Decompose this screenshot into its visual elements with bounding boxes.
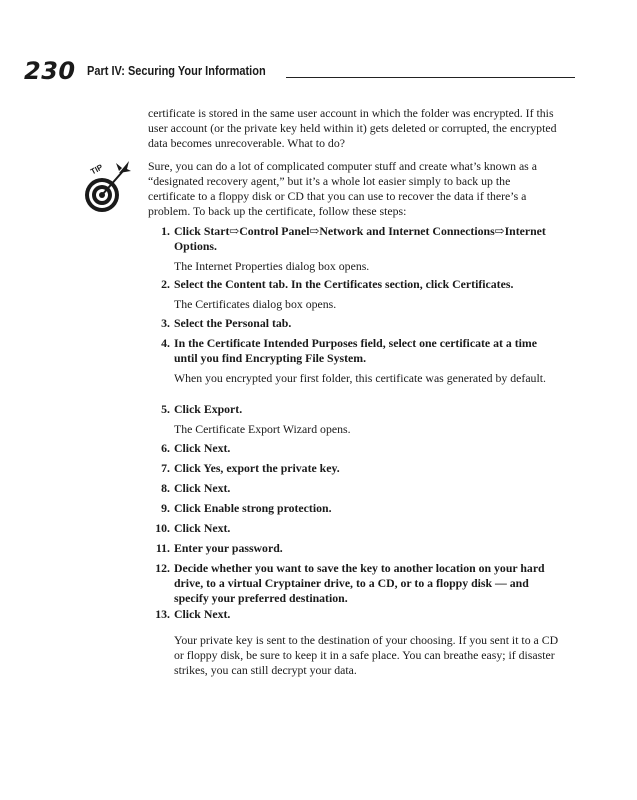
step-item [148,316,560,331]
tip-label: TIP [89,162,105,177]
step-instruction: Click Start⇨Control Panel⇨Network and Internet Connections⇨Internet Options. [174,224,546,253]
step-instruction: Click Next. [174,521,231,535]
step-instruction: Select the Personal tab. [174,316,292,330]
step-number: 7. [161,461,170,475]
step-number: 2. [161,277,170,291]
step-number: 12. [155,561,170,575]
step-result: The Certificate Export Wizard opens. [174,422,351,436]
step-number: 9. [161,501,170,515]
step-number: 11. [155,541,170,555]
step-number: 1. [161,224,170,238]
step-instruction: Enter your password. [174,541,283,555]
step-item [148,521,560,536]
step-instruction: Select the Content tab. In the Certificates section, click Certificates. [174,277,514,291]
step-item [148,481,560,496]
page-number: 230 [24,57,76,85]
step-item [148,501,560,516]
step-number: 13. [155,607,170,621]
step-result: When you encrypted your first folder, this certificate was generated by default. [174,371,546,385]
step-result: The Internet Properties dialog box opens. [174,259,370,273]
step-instruction: Click Next. [174,441,231,455]
step-instruction: Decide whether you want to save the key to another location on your hard drive, to a virtual Cryptainer drive, to a CD, or to a floppy disk — and specify your preferred destination. [174,561,545,605]
step-number: 5. [161,402,170,416]
step-instruction: Click Next. [174,607,231,621]
step-item [148,461,560,476]
intro-paragraph: certificate is stored in the same user account in which the folder was encrypted. If this user account (or the private key held within it) gets deleted or corrupted, the encrypted data becomes unrecoverable. What to do? [148,106,557,150]
step-number: 8. [161,481,170,495]
tip-target-icon [83,159,133,215]
step-item [148,224,560,274]
step-instruction: Click Enable strong protection. [174,501,332,515]
step-item [148,441,560,456]
step-result: The Certificates dialog box opens. [174,297,337,311]
step-number: 4. [161,336,170,350]
tip-paragraph: Sure, you can do a lot of complicated computer stuff and create what’s known as a “designated recovery agent,” but it’s a whole lot easier simply to back up the certificate to a floppy disk or CD that you can use to recover the data if there’s a problem. To back up the certificate, follow these steps: [148,159,537,218]
step-number: 3. [161,316,170,330]
part-title: Part IV: Securing Your Information [87,64,266,78]
step-number: 6. [161,441,170,455]
step-instruction: Click Export. [174,402,243,416]
step-item [148,607,560,622]
step-instruction: In the Certificate Intended Purposes field, select one certificate at a time until you find Encrypting File System. [174,336,537,365]
header-rule [286,77,575,78]
step-number: 10. [155,521,170,535]
step-item [148,336,560,386]
step-item [148,277,560,312]
step-item [148,561,560,606]
step-item [148,402,560,437]
closing-paragraph: Your private key is sent to the destination of your choosing. If you sent it to a CD or floppy disk, be sure to keep it in a safe place. You can breathe easy; if disaster strikes, you can still decrypt your data. [174,633,559,677]
step-instruction: Click Next. [174,481,231,495]
page-header [24,58,554,84]
step-instruction: Click Yes, export the private key. [174,461,340,475]
step-item [148,541,560,556]
